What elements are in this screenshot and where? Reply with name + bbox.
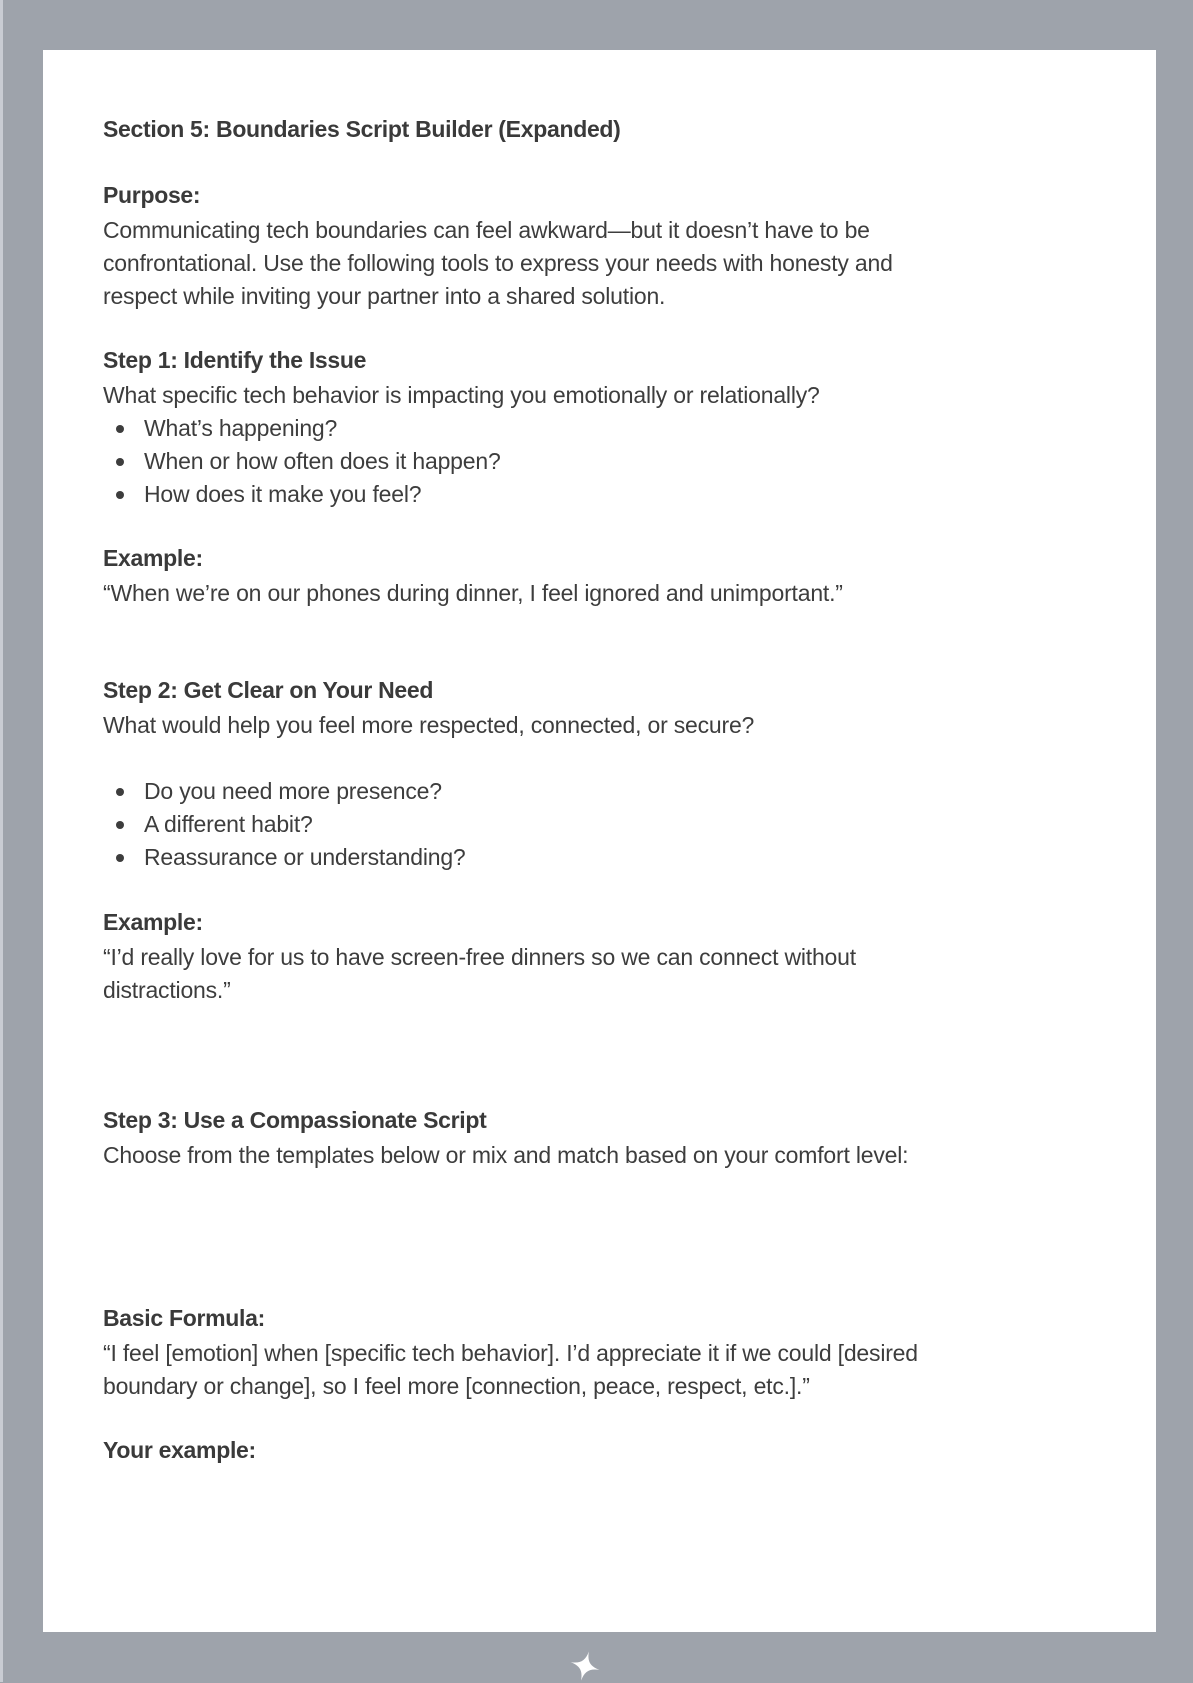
bullet-icon	[116, 788, 124, 796]
bullet-icon	[116, 458, 124, 466]
formula-line-1: “I feel [emotion] when [specific tech behavior]. I’d appreciate it if we could [desired	[103, 1340, 918, 1366]
document-page	[43, 50, 1156, 1632]
purpose-heading: Purpose:	[103, 182, 201, 208]
step1-heading: Step 1: Identify the Issue	[103, 347, 367, 373]
formula-line-2: boundary or change], so I feel more [connection, peace, respect, etc.].”	[103, 1373, 810, 1399]
sparkle-icon	[568, 1649, 602, 1683]
step2-example-heading: Example:	[103, 909, 203, 935]
list-item-text: How does it make you feel?	[144, 481, 422, 507]
formula-heading: Basic Formula:	[103, 1305, 265, 1331]
list-item	[103, 412, 501, 445]
list-item-text: What’s happening?	[144, 415, 338, 441]
bullet-icon	[116, 821, 124, 829]
your-example-label: Your example:	[103, 1437, 256, 1463]
purpose-line-3: respect while inviting your partner into a shared solution.	[103, 283, 666, 309]
bullet-icon	[116, 491, 124, 499]
list-item-text: A different habit?	[144, 811, 313, 837]
list-item	[103, 775, 466, 808]
bullet-icon	[116, 425, 124, 433]
step3-prompt: Choose from the templates below or mix and match based on your comfort level:	[103, 1142, 909, 1168]
list-item	[103, 445, 501, 478]
purpose-line-1: Communicating tech boundaries can feel awkward—but it doesn’t have to be	[103, 217, 870, 243]
list-item-text: Reassurance or understanding?	[144, 844, 466, 870]
step2-bullet-list	[103, 775, 466, 874]
step1-prompt: What specific tech behavior is impacting you emotionally or relationally?	[103, 382, 820, 408]
step3-heading: Step 3: Use a Compassionate Script	[103, 1107, 487, 1133]
list-item-text: When or how often does it happen?	[144, 448, 501, 474]
purpose-line-2: confrontational. Use the following tools to express your needs with honesty and	[103, 250, 893, 276]
step2-heading: Step 2: Get Clear on Your Need	[103, 677, 434, 703]
step1-example-text: “When we’re on our phones during dinner, I feel ignored and unimportant.”	[103, 580, 843, 606]
bullet-icon	[116, 854, 124, 862]
left-edge-strip	[0, 0, 3, 1682]
list-item	[103, 808, 466, 841]
step2-example-line-1: “I’d really love for us to have screen-free dinners so we can connect without	[103, 944, 856, 970]
step2-example-text	[103, 941, 856, 1007]
purpose-paragraph	[103, 214, 893, 313]
section-title: Section 5: Boundaries Script Builder (Expanded)	[103, 116, 621, 142]
list-item-text: Do you need more presence?	[144, 778, 442, 804]
step1-bullet-list	[103, 412, 501, 511]
list-item	[103, 478, 501, 511]
step1-example-heading: Example:	[103, 545, 203, 571]
list-item	[103, 841, 466, 874]
step2-example-line-2: distractions.”	[103, 977, 231, 1003]
formula-text	[103, 1337, 918, 1403]
step2-prompt: What would help you feel more respected, connected, or secure?	[103, 712, 755, 738]
